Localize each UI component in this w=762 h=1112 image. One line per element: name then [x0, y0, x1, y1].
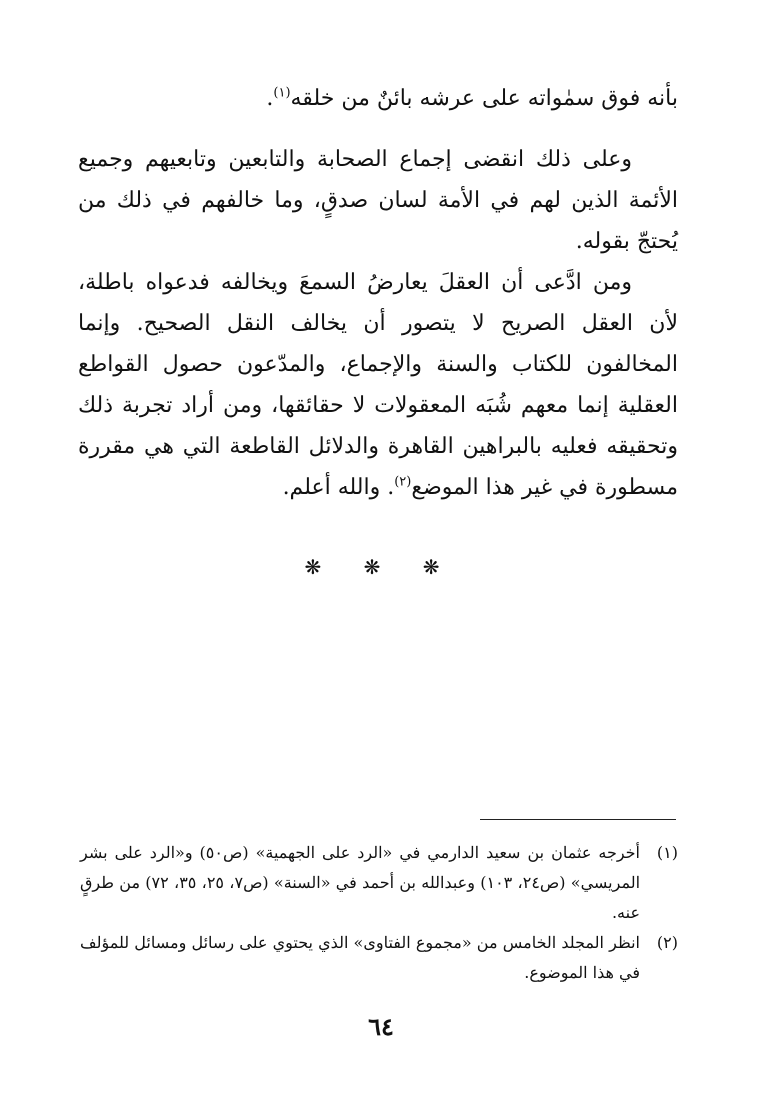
- paragraph-3: [78, 262, 678, 508]
- paragraph-2-text: وعلى ذلك انقضى إجماع الصحابة والتابعين وتابعيهم وجميع الأئمة الذين لهم في الأمة لسان صدقٍ، وما خالفهم في ذلك من يُحتجّ بقوله.: [78, 147, 678, 254]
- footnote-separator: [480, 819, 676, 820]
- footnote-1: [80, 838, 678, 928]
- footnotes: [80, 838, 678, 988]
- footnote-2-text: انظر المجلد الخامس من «مجموع الفتاوى» الذي يحتوي على رسائل ومسائل للمؤلف في هذا الموضوع.: [80, 933, 640, 982]
- paragraph-3-tail: . والله أعلم.: [282, 475, 395, 500]
- section-divider-ornament: ❋ ❋ ❋: [304, 555, 458, 579]
- footnote-1-text: أخرجه عثمان بن سعيد الدارمي في «الرد على الجهمية» (ص٥٠) و«الرد على بشر المريسي» (ص٢٤، ١٠٣) وعبدالله بن أحمد في «السنة» (ص٧، ٢٥، ٣٥، ٧٢) من طرقٍ عنه.: [80, 843, 641, 922]
- paragraph-3-text: ومن ادَّعى أن العقلَ يعارضُ السمعَ ويخالفه فدعواه باطلة، لأن العقل الصريح لا يتصور أن يخالف النقل الصحيح. وإنما المخالفون للكتاب والسنة والإجماع، والمدّعون حصول القواطع العقلية إنما معهم شُبَه المعقولات لا حقائقها، ومن أراد تجربة ذلك وتحقيقه فعليه بالبراهين القاهرة والدلائل القاطعة التي هي مقررة مسطورة في غير هذا الموضع: [78, 270, 678, 500]
- footnote-1-number: (١): [656, 843, 678, 862]
- paragraph-1-tail: .: [266, 86, 274, 111]
- footnote-2: [80, 928, 678, 988]
- footnote-ref-1: (١): [273, 85, 291, 101]
- paragraph-1: [78, 78, 678, 119]
- page-number: ٦٤: [368, 1012, 394, 1041]
- paragraph-1-text: بأنه فوق سمٰواته على عرشه بائنٌ من خلقه: [290, 86, 678, 111]
- footnote-2-number: (٢): [656, 933, 678, 952]
- footnote-ref-2: (٢): [394, 474, 412, 490]
- paragraph-2: [78, 139, 678, 262]
